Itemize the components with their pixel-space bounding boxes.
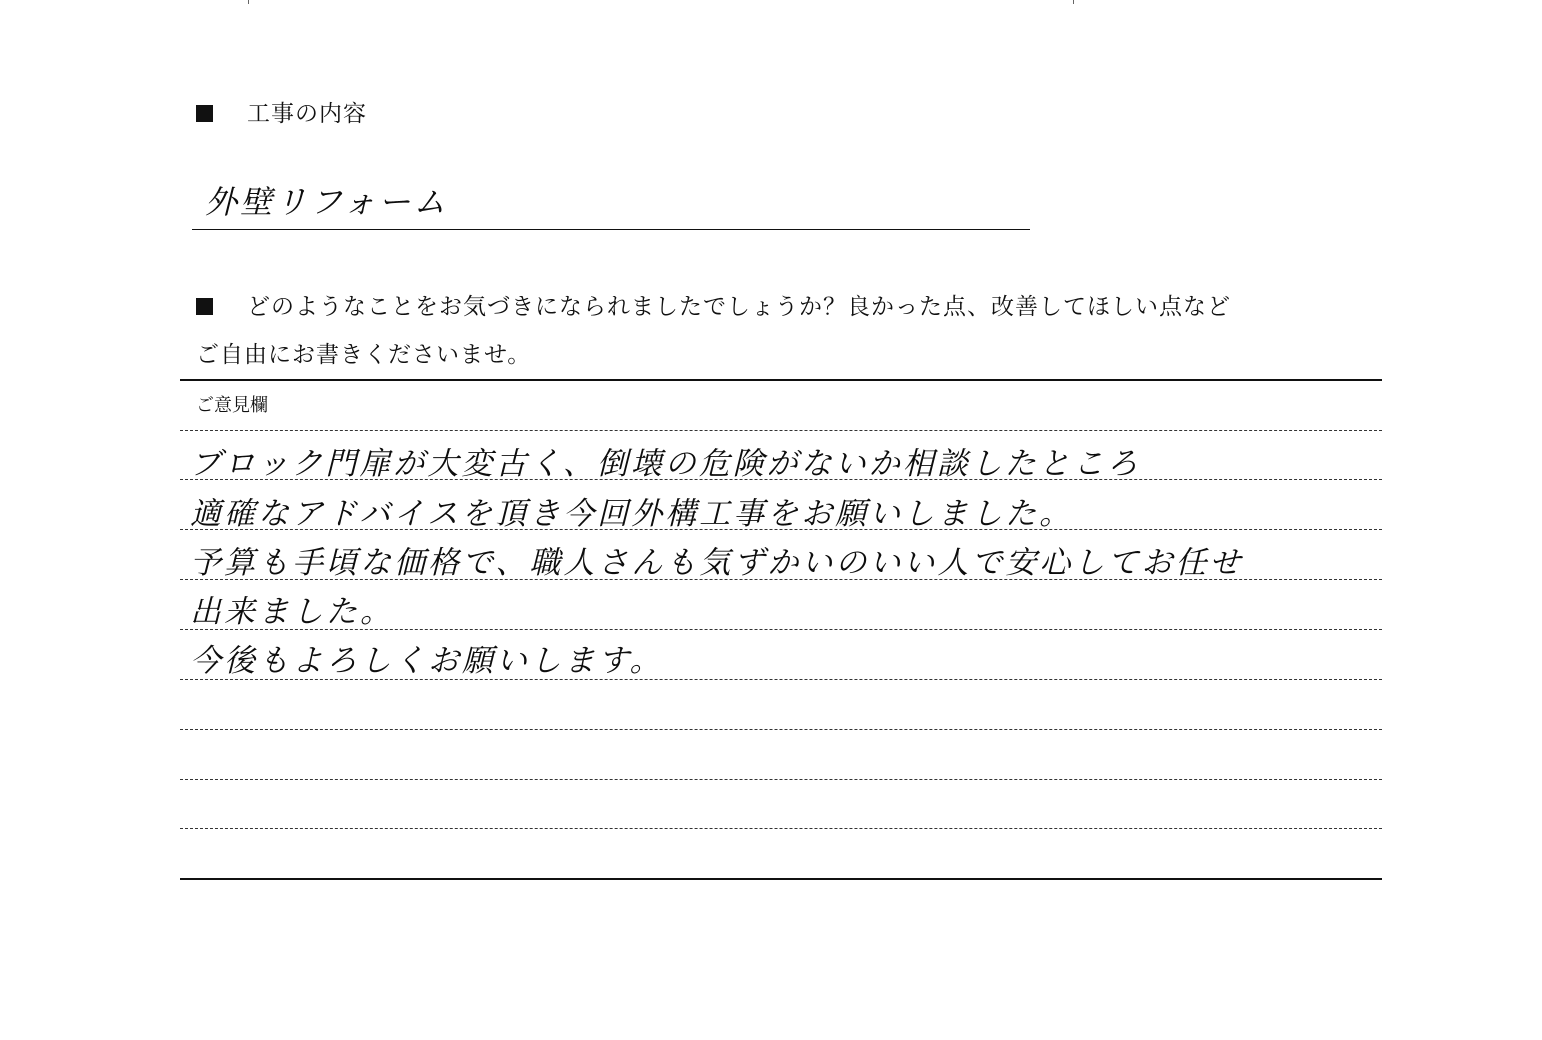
- work-content-heading-text: 工事の内容: [247, 101, 367, 127]
- comment-box-label: ご意見欄: [196, 395, 268, 416]
- comment-box-bottom-border: [180, 878, 1382, 880]
- feedback-heading-text: どのようなことをお気づきになられましたでしょうか？良かった点、改善してほしい点など: [247, 294, 1231, 320]
- scan-mark-left: [248, 0, 249, 4]
- ruled-line: [180, 430, 1382, 431]
- square-bullet-icon: [196, 298, 213, 315]
- feedback-heading-continued: ご自由にお書きくださいませ。: [196, 342, 532, 368]
- ruled-line: [180, 828, 1382, 829]
- comment-line-5: 今後もよろしくお願いします。: [190, 643, 664, 679]
- comment-line-3: 予算も手頃な価格で、職人さんも気ずかいのいい人で安心してお任せ: [190, 545, 1244, 581]
- work-content-underline: [192, 229, 1030, 230]
- feedback-heading: [196, 292, 1231, 322]
- comment-box-top-border: [180, 379, 1382, 381]
- work-content-heading: [196, 99, 367, 129]
- scan-mark-right: [1073, 0, 1074, 4]
- square-bullet-icon: [196, 105, 213, 122]
- comment-line-1: ブロック門扉が大変古く、倒壊の危険がないか相談したところ: [190, 446, 1141, 482]
- comment-line-2: 適確なアドバイスを頂き今回外構工事をお願いしました。: [190, 496, 1074, 532]
- work-content-answer: 外壁リフォーム: [205, 183, 449, 221]
- ruled-line: [180, 729, 1382, 730]
- ruled-line: [180, 779, 1382, 780]
- comment-line-4: 出来ました。: [190, 594, 394, 630]
